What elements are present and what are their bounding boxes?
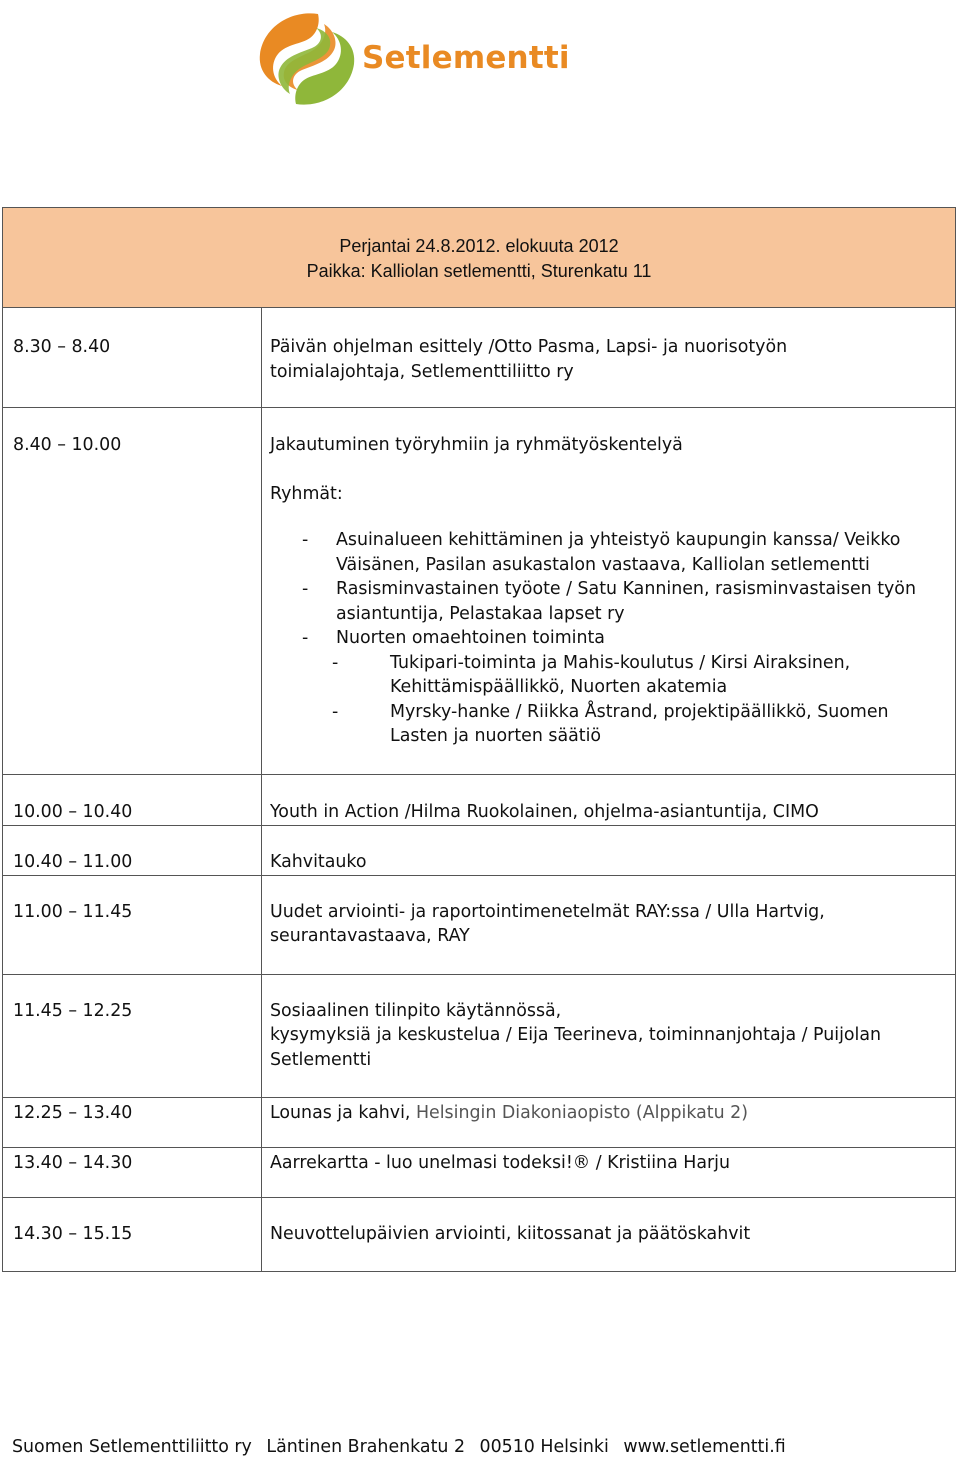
description-line: Kahvitauko [270, 851, 367, 872]
description-line: Setlementti [270, 1049, 372, 1070]
agenda-header [3, 208, 956, 308]
description-line: Neuvottelupäivien arviointi, kiitossanat ja päätöskahvit [270, 1223, 751, 1244]
subgroup-text: Myrsky-hanke / Riikka Åstrand, projektipäällikkö, Suomen [390, 701, 889, 722]
table-row [3, 1097, 956, 1147]
table-row [3, 1197, 956, 1271]
description-line: Youth in Action /Hilma Ruokolainen, ohjelma-asiantuntija, CIMO [270, 802, 819, 822]
time-cell: 10.00 – 10.40 [3, 775, 262, 826]
group-text: asiantuntija, Pelastakaa lapset ry [336, 603, 625, 624]
footer-city: 00510 Helsinki [479, 1437, 609, 1457]
description-cell [262, 775, 956, 826]
description-cell [262, 825, 956, 875]
subgroup-item [270, 700, 949, 749]
event-date: Perjantai 24.8.2012. elokuuta 2012 [339, 236, 619, 256]
table-row [3, 408, 956, 775]
groups-label: Ryhmät: [270, 483, 343, 504]
description-cell [262, 408, 956, 775]
description-line: seurantavastaava, RAY [270, 926, 470, 946]
session-title: Jakautuminen työryhmiin ja ryhmätyöskentelyä [270, 435, 683, 455]
footer-org: Suomen Setlementtiliitto ry [12, 1437, 252, 1457]
bullet-dash: - [302, 628, 309, 648]
table-row [3, 974, 956, 1097]
description-cell [262, 1097, 956, 1147]
description-cell [262, 1147, 956, 1197]
logo-wordmark: Setlementti [362, 40, 570, 76]
group-text: Asuinalueen kehittäminen ja yhteistyö kaupungin kanssa/ Veikko [336, 530, 901, 550]
group-item [270, 577, 949, 626]
description-cell [262, 308, 956, 408]
description-line: Uudet arviointi- ja raportointimenetelmät RAY:ssa / Ulla Hartvig, [270, 901, 825, 922]
table-row [3, 308, 956, 408]
bullet-dash: - [302, 579, 309, 599]
description-cell [262, 1197, 956, 1271]
subgroup-text: Tukipari-toiminta ja Mahis-koulutus / Kirsi Airaksinen, [390, 652, 851, 673]
time-cell: 8.30 – 8.40 [3, 308, 262, 408]
time-cell: 12.25 – 13.40 [3, 1097, 262, 1147]
group-item [270, 528, 949, 577]
description-cell [262, 875, 956, 974]
bullet-dash: - [302, 530, 309, 550]
table-row [3, 825, 956, 875]
agenda-header-row [3, 208, 956, 308]
time-cell: 10.40 – 11.00 [3, 825, 262, 875]
description-line: Aarrekartta - luo unelmasi todeksi!® / Kristiina Harju [270, 1152, 730, 1173]
description-line: toimialajohtaja, Setlementtiliitto ry [270, 361, 574, 382]
table-row [3, 775, 956, 826]
time-cell: 13.40 – 14.30 [3, 1147, 262, 1197]
footer-website[interactable]: www.setlementti.fi [623, 1437, 786, 1457]
subgroup-item [270, 651, 949, 700]
description-line: kysymyksiä ja keskustelua / Eija Teerineva, toiminnanjohtaja / Puijolan [270, 1025, 882, 1045]
group-text: Väisänen, Pasilan asukastalon vastaava, Kalliolan setlementti [336, 554, 870, 575]
group-text: Rasisminvastainen työote / Satu Kanninen, rasisminvastaisen työn [336, 579, 916, 599]
time-cell: 11.45 – 12.25 [3, 974, 262, 1097]
description-line: Sosiaalinen tilinpito käytännössä, [270, 1000, 562, 1021]
page-footer [12, 1437, 795, 1457]
table-row [3, 1147, 956, 1197]
description-line: Päivän ohjelman esittely /Otto Pasma, Lapsi- ja nuorisotyön [270, 337, 788, 357]
setlementti-logo [252, 4, 570, 112]
table-row [3, 875, 956, 974]
footer-address: Läntinen Brahenkatu 2 [266, 1437, 466, 1457]
subgroup-text: Kehittämispäällikkö, Nuorten akatemia [390, 677, 728, 697]
group-text: Nuorten omaehtoinen toiminta [336, 628, 605, 648]
bullet-dash: - [332, 652, 339, 673]
time-cell: 11.00 – 11.45 [3, 875, 262, 974]
time-cell: 8.40 – 10.00 [3, 408, 262, 775]
description-line: Lounas ja kahvi, [270, 1102, 416, 1123]
time-cell: 14.30 – 15.15 [3, 1197, 262, 1271]
subgroup-text: Lasten ja nuorten säätiö [390, 726, 602, 746]
logo-hands-icon [252, 4, 362, 112]
description-cell [262, 974, 956, 1097]
venue-link[interactable]: Helsingin Diakoniaopisto (Alppikatu 2) [415, 1102, 748, 1123]
bullet-dash: - [332, 701, 339, 722]
event-location: Paikka: Kalliolan setlementti, Sturenkatu 11 [306, 261, 652, 281]
agenda-table [2, 207, 956, 1272]
group-item [270, 626, 949, 651]
